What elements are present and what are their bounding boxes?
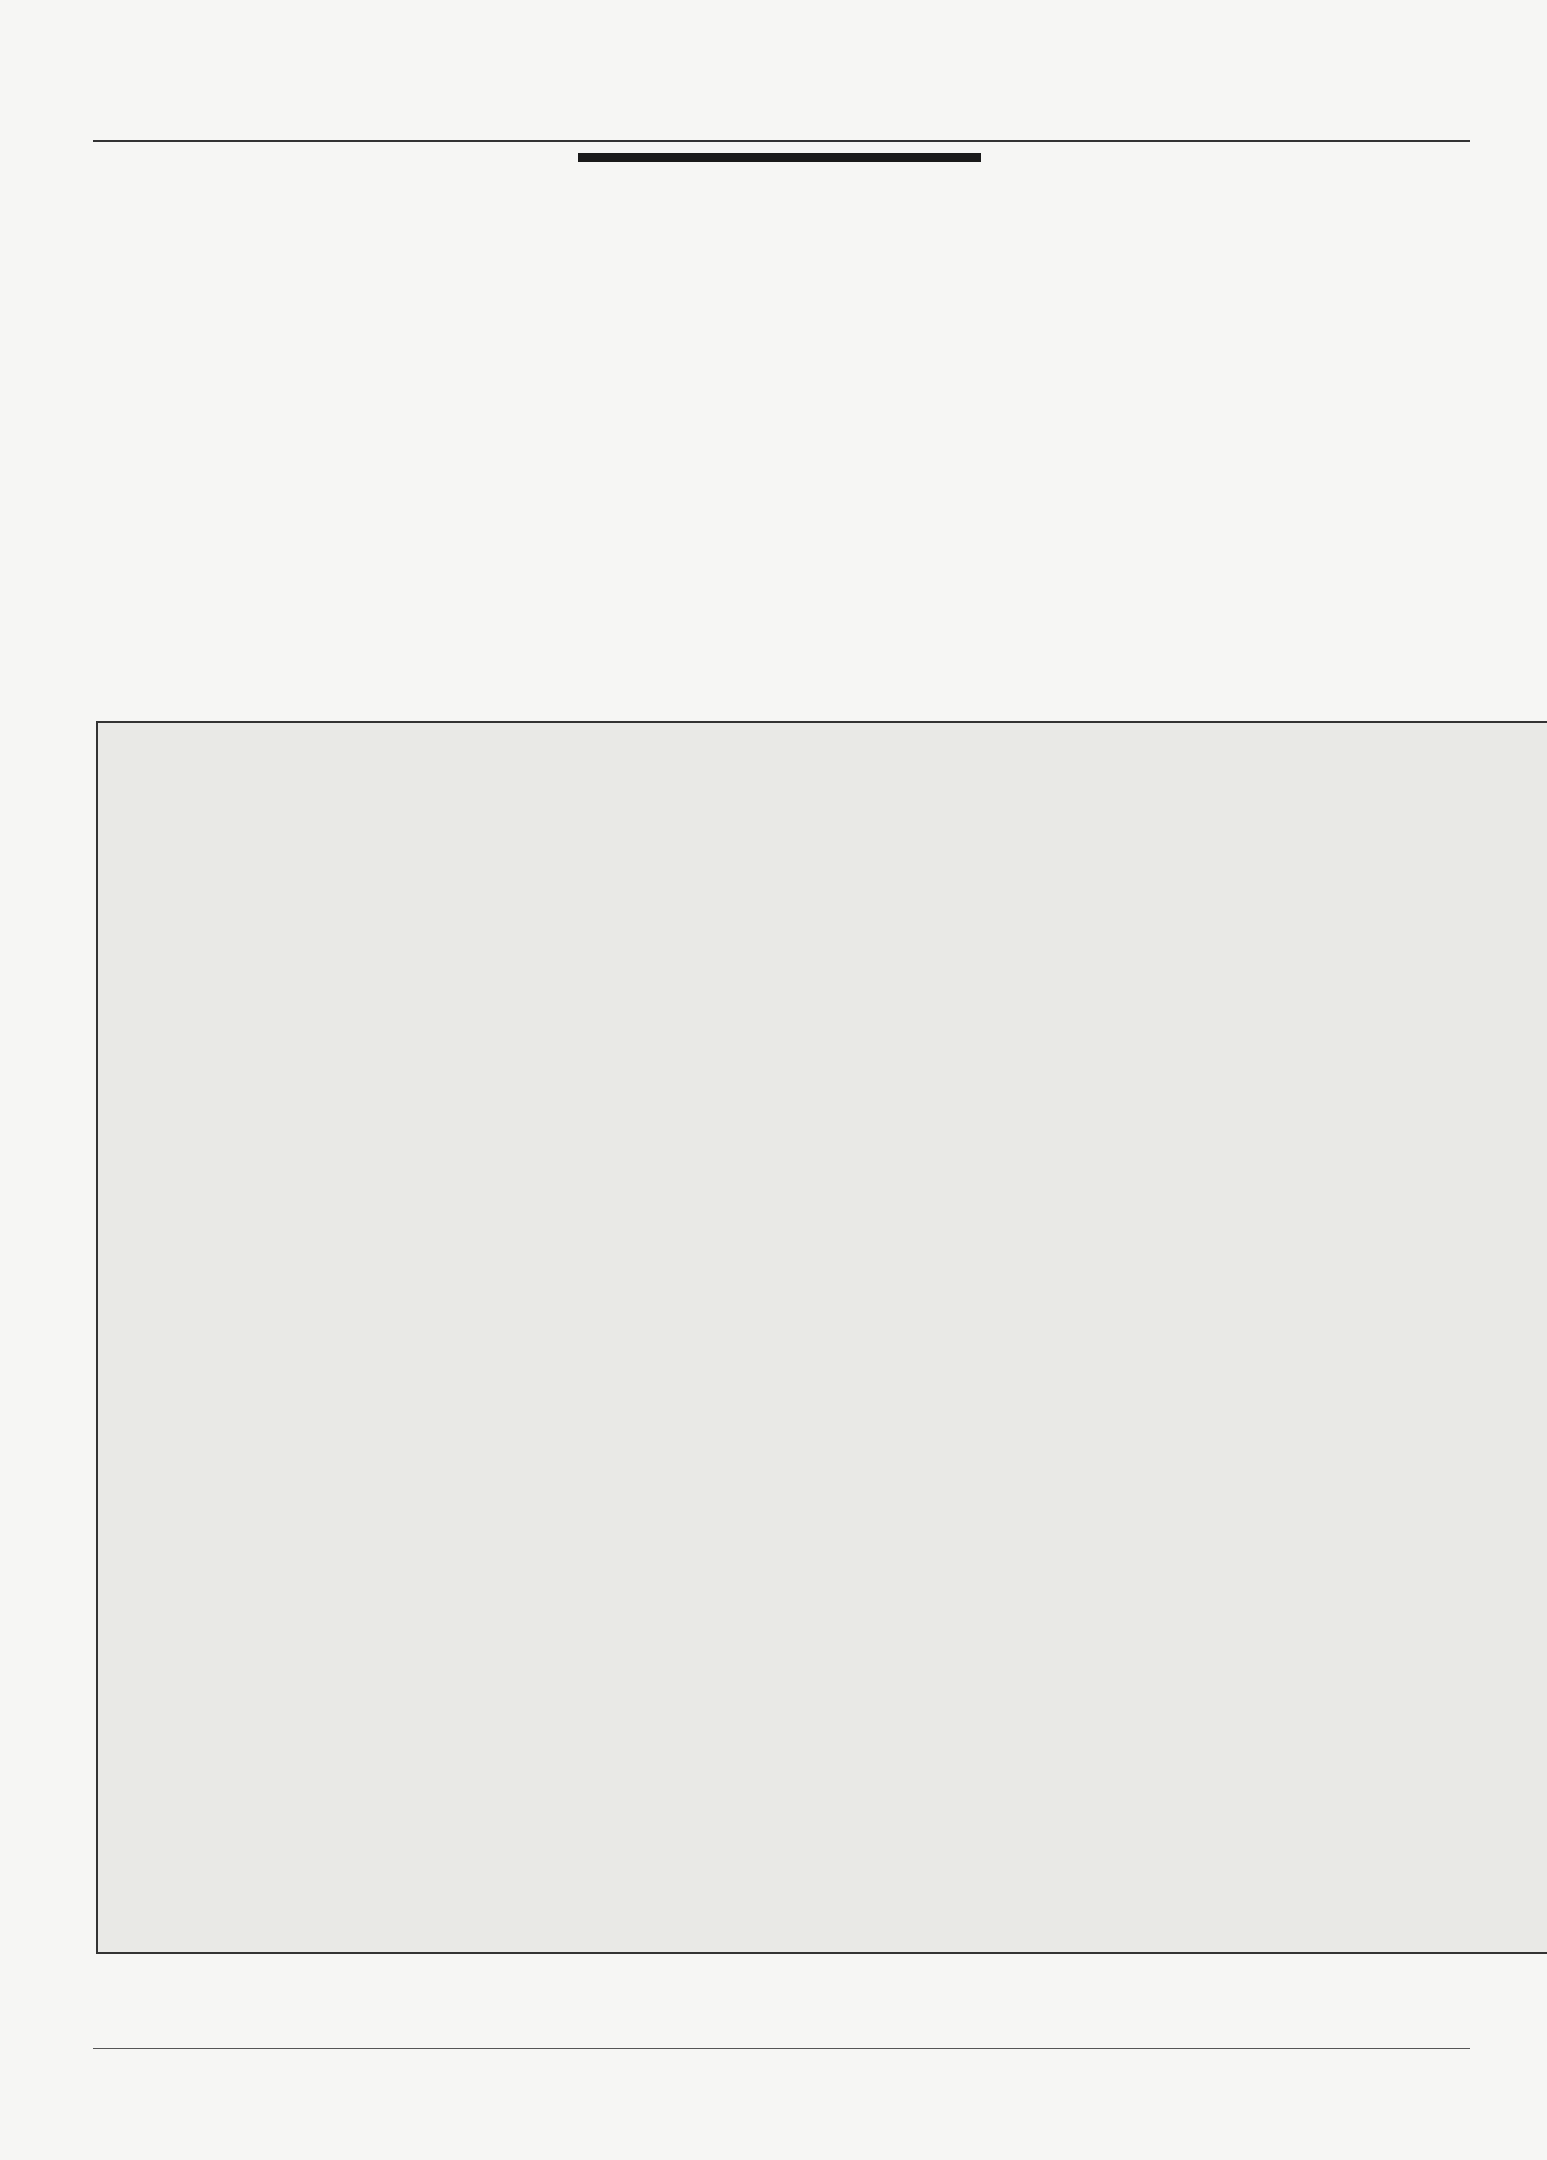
header-rule — [93, 140, 1470, 142]
figure-5-box — [96, 721, 1547, 1954]
footer-folio — [93, 2082, 107, 2100]
footer-rule — [93, 2048, 1470, 2049]
header-bar — [578, 153, 981, 162]
